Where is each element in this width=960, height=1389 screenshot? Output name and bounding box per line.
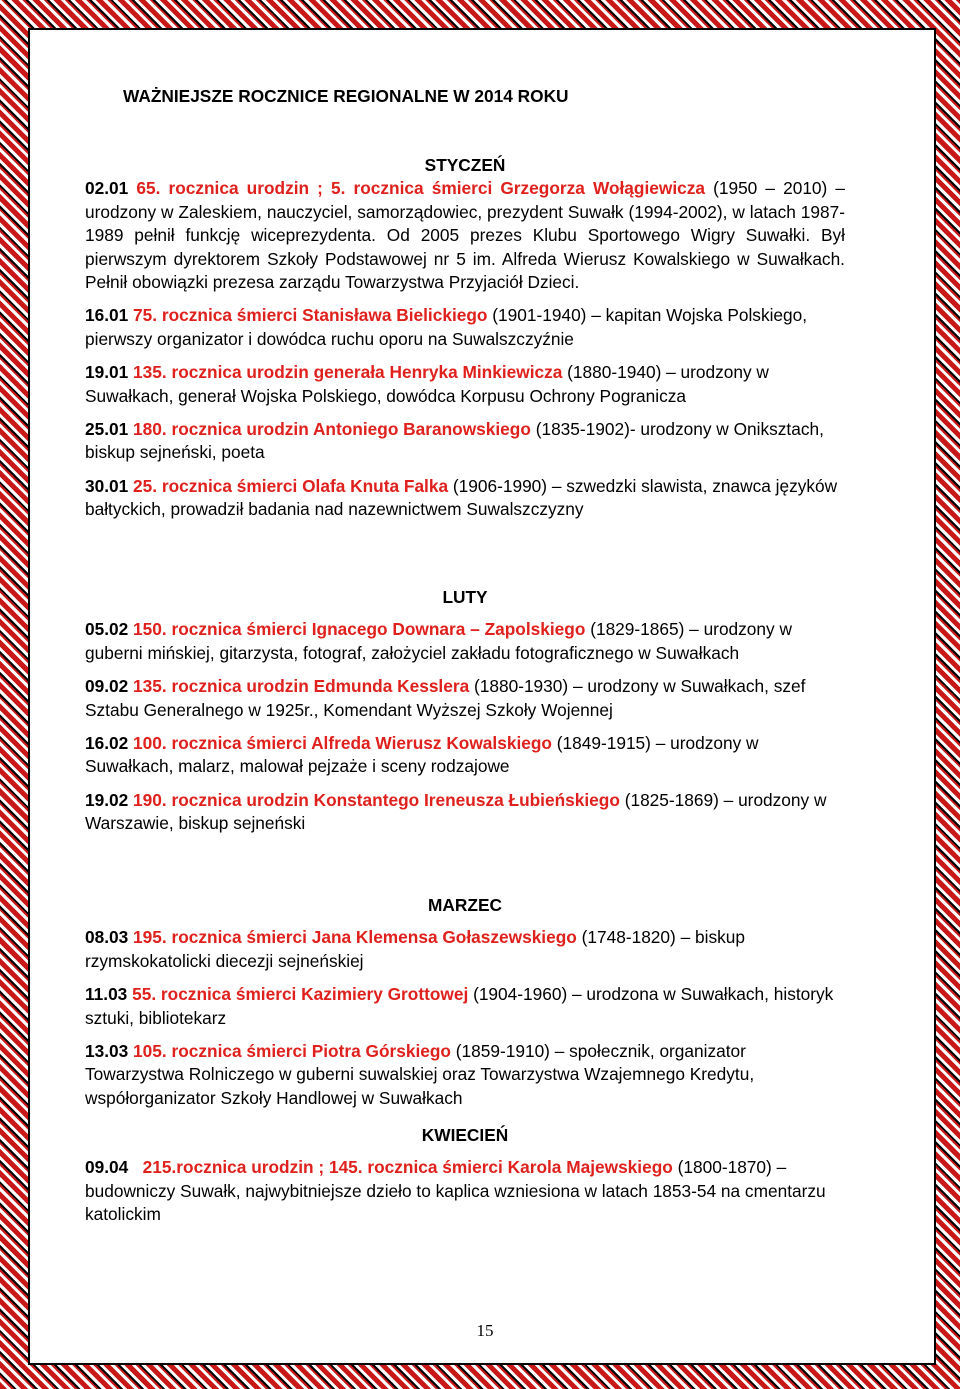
entry-highlight: 25. rocznica śmierci Olafa Knuta Falka (133, 475, 449, 496)
entry-date: 25.01 (85, 419, 134, 440)
entry-text: (1906-1990) – szwedzki slawista, znawca języków bałtyckich, prowadził badania nad nazewnictwem Suwalszczyzny (85, 475, 838, 520)
month-heading: LUTY (442, 587, 488, 607)
entry-date: 11.03 (85, 984, 133, 1005)
month-heading: MARZEC (428, 895, 502, 915)
entry-highlight: 55. rocznica śmierci Kazimiery Grottowej (132, 984, 469, 1005)
list-item (85, 983, 845, 1030)
month-heading: STYCZEŃ (424, 155, 506, 175)
month-section-january (85, 154, 845, 522)
list-item (85, 1156, 845, 1226)
month-section-march (85, 894, 845, 1110)
entry-text: (1950 – 2010) – urodzony w Zaleskiem, nauczyciel, samorządowiec, prezydent Suwałk (1994-2002), w latach 1987-1989 pełnił funkcję wiceprezydenta. Od 2005 prezes Klubu Sportowego Wigry Suwałki. Był pierwszym dyrektorem Szkoły Podstawowej nr 5 im. Alfreda Wierusz Kowalskiego w Suwałkach. Pełnił obowiązki prezesa zarządu Towarzystwa Przyjaciół Dzieci. (85, 178, 846, 293)
entry-highlight: 180. rocznica urodzin Antoniego Baranowskiego (133, 419, 531, 440)
entry-text: (1880-1940) – urodzony w Suwałkach, generał Wojska Polskiego, dowódca Korpusu Ochrony Pogranicza (85, 362, 769, 406)
entry-date: 16.02 (85, 733, 134, 754)
entry-text: (1904-1960) – urodzona w Suwałkach, historyk sztuki, bibliotekarz (85, 984, 834, 1028)
list-item (85, 789, 845, 836)
entry-highlight: 100. rocznica śmierci Alfreda Wierusz Kowalskiego (133, 733, 552, 754)
entry-date: 05.02 (85, 619, 134, 640)
entry-highlight: 150. rocznica śmierci Ignacego Downara – Zapolskiego (133, 619, 586, 640)
entry-date: 09.04 (85, 1157, 143, 1178)
entry-highlight: 135. rocznica urodzin generała Henryka Minkiewicza (133, 362, 563, 383)
list-item (85, 675, 845, 722)
entry-text: (1880-1930) – urodzony w Suwałkach, szef Sztabu Generalnego w 1925r., Komendant Wyższej Szkoły Wojennej (85, 676, 806, 720)
entry-date: 02.01 (85, 178, 137, 199)
month-section-february (85, 586, 845, 836)
list-item (85, 732, 845, 779)
list-item (85, 361, 845, 408)
entry-date: 30.01 (85, 475, 134, 496)
entry-date: 16.01 (85, 305, 134, 326)
entry-text: (1748-1820) – biskup rzymskokatolicki diecezji sejneńskiej (85, 927, 745, 971)
entry-date: 08.03 (85, 927, 134, 948)
entry-highlight: 75. rocznica śmierci Stanisława Bielickiego (133, 305, 488, 326)
list-item (85, 926, 845, 973)
entry-text: (1849-1915) – urodzony w Suwałkach, malarz, malował pejzaże i sceny rodzajowe (85, 733, 759, 777)
month-heading: KWIECIEŃ (421, 1125, 509, 1145)
entry-text: (1829-1865) – urodzony w guberni mińskiej, gitarzysta, fotograf, założyciel zakładu fotograficznego w Suwałkach (85, 619, 792, 663)
entry-highlight: 195. rocznica śmierci Jana Klemensa Gołaszewskiego (133, 927, 577, 948)
list-item (85, 177, 845, 294)
list-item (85, 304, 845, 351)
entry-text: (1835-1902)- urodzony w Oniksztach, biskup sejneński, poeta (85, 419, 824, 463)
entry-text: (1901-1940) – kapitan Wojska Polskiego, pierwszy organizator i dowódca ruchu oporu na Suwalszczyźnie (85, 305, 808, 349)
entry-highlight: 65. rocznica urodzin ; 5. rocznica śmierci Grzegorza Wołągiewicza (136, 178, 705, 199)
list-item (85, 418, 845, 465)
entry-text: (1859-1910) – społecznik, organizator Towarzystwa Rolniczego w guberni suwalskiej oraz Towarzystwa Wzajemnego Kredytu, współorganizator Szkoły Handlowej w Suwałkach (85, 1041, 755, 1108)
entry-highlight: 190. rocznica urodzin Konstantego Ireneusza Łubieńskiego (133, 789, 620, 810)
list-item (85, 618, 845, 665)
list-item (85, 475, 845, 522)
month-section-april (85, 1124, 845, 1227)
entry-date: 13.03 (85, 1041, 134, 1062)
entry-highlight: 105. rocznica śmierci Piotra Górskiego (133, 1041, 451, 1062)
document-title: WAŻNIEJSZE ROCZNICE REGIONALNE W 2014 ROKU (123, 86, 569, 106)
entry-date: 19.02 (85, 789, 134, 810)
entry-highlight: 215.rocznica urodzin ; 145. rocznica śmierci Karola Majewskiego (142, 1157, 673, 1178)
list-item (85, 1040, 845, 1110)
page-number: 15 (476, 1321, 494, 1340)
entry-date: 19.01 (85, 362, 134, 383)
entry-highlight: 135. rocznica urodzin Edmunda Kesslera (133, 676, 470, 697)
entry-date: 09.02 (85, 676, 134, 697)
entry-text: (1825-1869) – urodzony w Warszawie, biskup sejneński (85, 789, 827, 834)
entry-text: (1800-1870) – budowniczy Suwałk, najwybitniejsze dzieło to kaplica wzniesiona w latach 1853-54 na cmentarzu katolickim (85, 1157, 826, 1225)
